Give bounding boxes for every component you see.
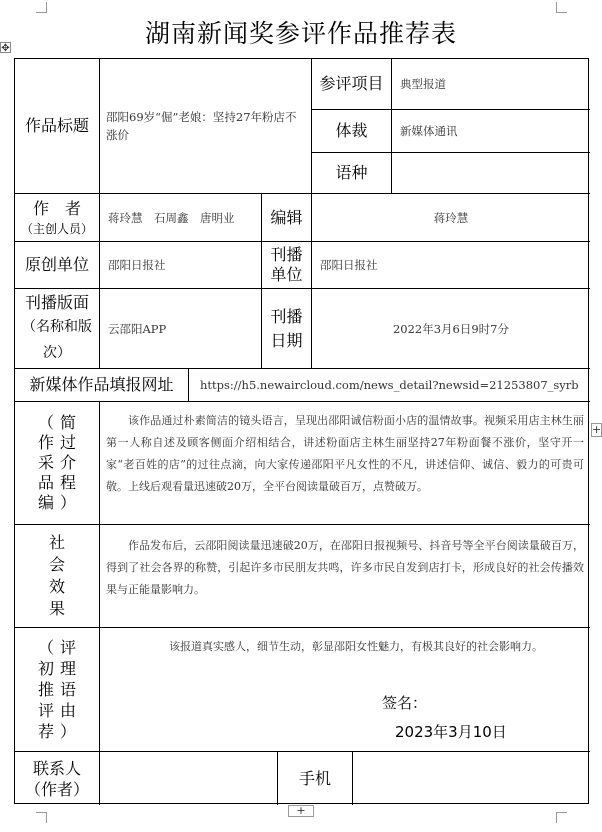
language-value	[392, 153, 590, 193]
publish-date-label	[262, 289, 311, 368]
contact-label	[15, 752, 99, 805]
publish-unit-label-line: 刊播	[270, 245, 303, 264]
publish-date-value: 2022年3月6日9时7分	[392, 321, 510, 336]
author-label: 作 者	[32, 199, 81, 218]
page-corner-mark	[36, 812, 47, 823]
review-label-char: 荐	[37, 722, 54, 741]
review-label-char: 由	[59, 701, 76, 720]
effect-label-char: 会	[48, 555, 65, 574]
publish-edition-value: 云邵阳APP	[108, 321, 167, 336]
recommendation-form-table	[14, 58, 589, 804]
process-value: 该作品通过朴素简洁的镜头语言，呈现出邵阳诚信粉面小店的温情故事。视频采用店主林生丽第一人称自述及顾客侧面介绍相结合，讲述粉面店主林生丽坚持27年粉面餐不涨价，坚守开一家“老百姓的店”的过往点滴，向大家传递邵阳平凡女性的不凡，讲述信仰、诚信、毅力的可贵可敬。上线后观看量迅速破20万，全平台阅读量破百万，点赞破万。	[106, 414, 584, 493]
page-corner-mark	[556, 812, 567, 823]
author-label-cell	[15, 194, 99, 241]
authors-value: 蒋玲慧 石周鑫 唐明业	[108, 210, 235, 225]
add-column-button[interactable]: +	[592, 423, 602, 436]
publish-unit-value: 邵阳日报社	[320, 258, 378, 272]
review-label-char: （	[37, 638, 54, 657]
language-label: 语种	[335, 163, 368, 182]
effect-value: 作品发布后，云邵阳阅读量迅速破20万，在邵阳日报视频号、抖音号等全平台阅读量破百万，得到了社会各界的称赞，引起许多市民朋友共鸣，许多市民自发到店打卡，形成良好的社会传播效果与正能量影响力。	[106, 539, 584, 596]
publish-edition-label-line: （名称和版	[22, 318, 92, 335]
process-label-char: 介	[59, 453, 76, 472]
category-value: 典型报道	[400, 77, 446, 91]
url-label: 新媒体作品填报网址	[29, 375, 174, 394]
process-label-char: 程	[59, 473, 76, 492]
publish-edition-label-line: 刊播版面	[24, 292, 89, 312]
url-value[interactable]: https://h5.newaircloud.com/news_detail?newsid=21253807_syrb	[200, 378, 579, 392]
review-label-char: 理	[59, 659, 76, 678]
author-sublabel: （主创人员）	[20, 222, 93, 236]
editor-value: 蒋玲慧	[433, 210, 469, 225]
signature-label: 签名：	[382, 694, 428, 712]
effect-label-char: 社	[48, 533, 65, 552]
process-label-cell	[15, 402, 99, 524]
page-corner-mark	[556, 2, 567, 13]
category-label: 参评项目	[319, 74, 384, 93]
process-label-char: 品	[37, 473, 54, 492]
effect-value-cell	[100, 525, 590, 627]
effect-label-char: 果	[48, 599, 65, 618]
review-label-char: 评	[37, 701, 54, 720]
work-title-label: 作品标题	[24, 116, 89, 135]
contact-value[interactable]	[100, 752, 277, 805]
signature-date: 2023年3月10日	[395, 723, 507, 741]
origin-unit-label: 原创单位	[24, 255, 89, 274]
work-title-value: 邵阳69岁“倔”老娘：坚持27年粉店不涨价	[106, 110, 297, 142]
review-label-char: 语	[59, 680, 76, 699]
publish-date-label-line: 日期	[270, 330, 303, 350]
process-label-char: 作	[37, 433, 54, 452]
review-value-cell	[100, 628, 590, 751]
publish-edition-label	[15, 289, 99, 368]
effect-label	[15, 525, 99, 627]
review-label-char: 评	[59, 638, 76, 657]
add-row-button[interactable]: +	[288, 805, 314, 817]
contact-label-line: （作者）	[24, 779, 89, 799]
page-corner-mark	[36, 2, 47, 13]
effect-label-char: 效	[48, 577, 65, 596]
phone-value[interactable]	[353, 752, 590, 805]
genre-value: 新媒体通讯	[400, 124, 458, 138]
publish-unit-label	[262, 242, 311, 288]
genre-label: 体裁	[335, 121, 368, 140]
publish-edition-label-line: 次）	[43, 344, 71, 361]
review-label-char: 初	[37, 659, 54, 678]
process-label-char: 简	[59, 413, 76, 432]
process-value-cell	[100, 402, 590, 524]
publish-date-label-line: 刊播	[270, 306, 303, 326]
process-label-char: 编	[37, 493, 54, 512]
editor-label: 编辑	[270, 207, 303, 227]
review-label-char: 推	[37, 680, 54, 699]
review-label-cell	[15, 628, 99, 751]
phone-label: 手机	[298, 768, 331, 788]
process-label-char: 过	[59, 433, 76, 452]
publish-unit-label-line: 单位	[270, 265, 303, 284]
table-move-handle-icon[interactable]: ✥	[1, 43, 10, 54]
review-value: 该报道真实感人，细节生动，彰显邵阳女性魅力，有极其良好的社会影响力。	[169, 640, 543, 653]
process-label-char: ）	[59, 493, 76, 512]
process-label-char: 采	[37, 453, 54, 472]
origin-unit-value: 邵阳日报社	[108, 258, 166, 272]
contact-label-line: 联系人	[32, 758, 81, 778]
document-title: 湖南新闻奖参评作品推荐表	[144, 19, 457, 48]
process-label-char: （	[37, 413, 54, 432]
review-label-char: ）	[59, 722, 76, 741]
